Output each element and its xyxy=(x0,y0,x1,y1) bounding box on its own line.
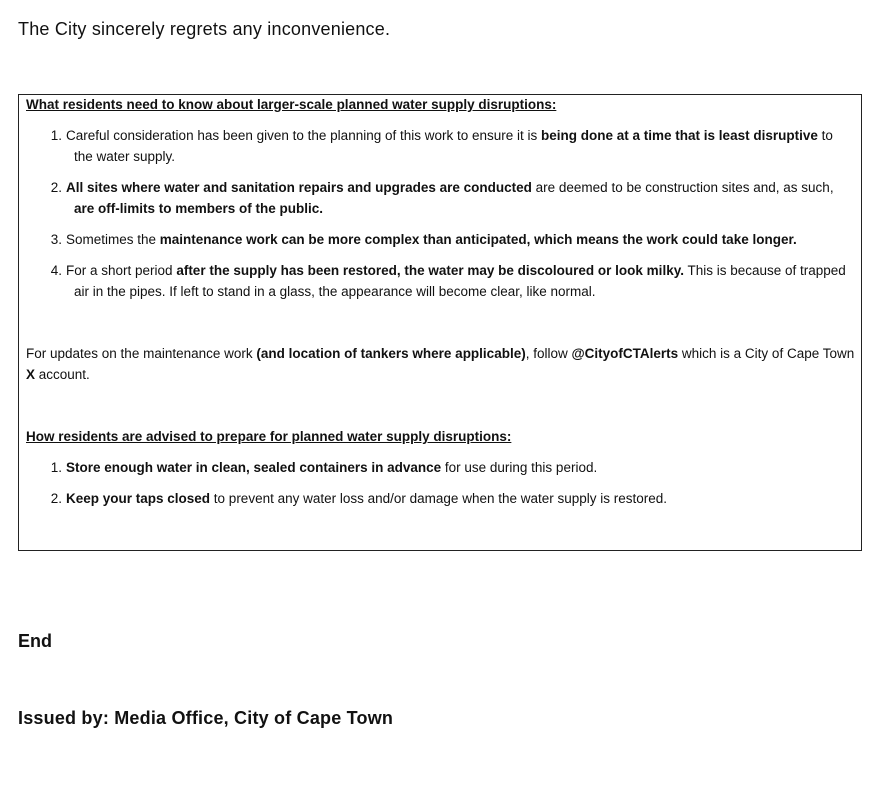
list-item xyxy=(26,457,855,478)
info-box xyxy=(18,94,862,551)
section-heading-prepare: How residents are advised to prepare for planned water supply disruptions: xyxy=(26,429,512,444)
list-item xyxy=(26,229,855,250)
section-heading-disruptions: What residents need to know about larger-scale planned water supply disruptions: xyxy=(26,97,557,112)
end-marker: End xyxy=(18,631,52,651)
list-item xyxy=(26,260,855,302)
item-emphasis: All sites where water and sanitation repairs and upgrades are conducted xyxy=(66,180,532,195)
closing-statement: The City sincerely regrets any inconvenience. xyxy=(18,19,391,39)
x-handle: @CityofCTAlerts xyxy=(571,346,679,361)
item-emphasis: after the supply has been restored, the water may be discoloured or look milky. xyxy=(176,263,684,278)
prepare-advice-list xyxy=(26,457,855,519)
issued-by: Issued by: Media Office, City of Cape Town xyxy=(18,708,394,728)
x-platform-name: X xyxy=(26,367,36,382)
item-text: to prevent any water loss and/or damage when the water supply is restored. xyxy=(210,491,668,506)
item-text: For a short period xyxy=(66,263,177,278)
list-number: 4. xyxy=(50,263,62,278)
updates-emphasis: (and location of tankers where applicable) xyxy=(256,346,526,361)
item-text: to the water supply. xyxy=(74,128,833,164)
updates-paragraph xyxy=(26,343,855,385)
list-number: 2. xyxy=(50,180,62,195)
item-emphasis: Store enough water in clean, sealed containers in advance xyxy=(66,460,442,475)
item-text: for use during this period. xyxy=(441,460,598,475)
item-emphasis: are off-limits to members of the public. xyxy=(74,201,324,216)
list-number: 1. xyxy=(50,460,62,475)
list-number: 3. xyxy=(50,232,62,247)
item-emphasis: being done at a time that is least disruptive xyxy=(541,128,818,143)
updates-text: For updates on the maintenance work xyxy=(26,346,257,361)
list-item xyxy=(26,177,855,219)
updates-text: , follow xyxy=(525,346,572,361)
item-text: Careful consideration has been given to the planning of this work to ensure it is xyxy=(66,128,542,143)
updates-text: account. xyxy=(35,367,90,382)
item-text: This is because of trapped air in the pipes. If left to stand in a glass, the appearance will become clear, like normal. xyxy=(74,263,846,299)
updates-text: which is a City of Cape Town xyxy=(678,346,855,361)
item-text: Sometimes the xyxy=(66,232,160,247)
item-emphasis: Keep your taps closed xyxy=(66,491,211,506)
disruption-info-list xyxy=(26,125,855,312)
list-item xyxy=(26,125,855,167)
list-item xyxy=(26,488,855,509)
list-number: 1. xyxy=(50,128,62,143)
item-emphasis: maintenance work can be more complex than anticipated, which means the work could take longer. xyxy=(159,232,797,247)
item-text: are deemed to be construction sites and, as such, xyxy=(531,180,834,195)
list-number: 2. xyxy=(50,491,62,506)
